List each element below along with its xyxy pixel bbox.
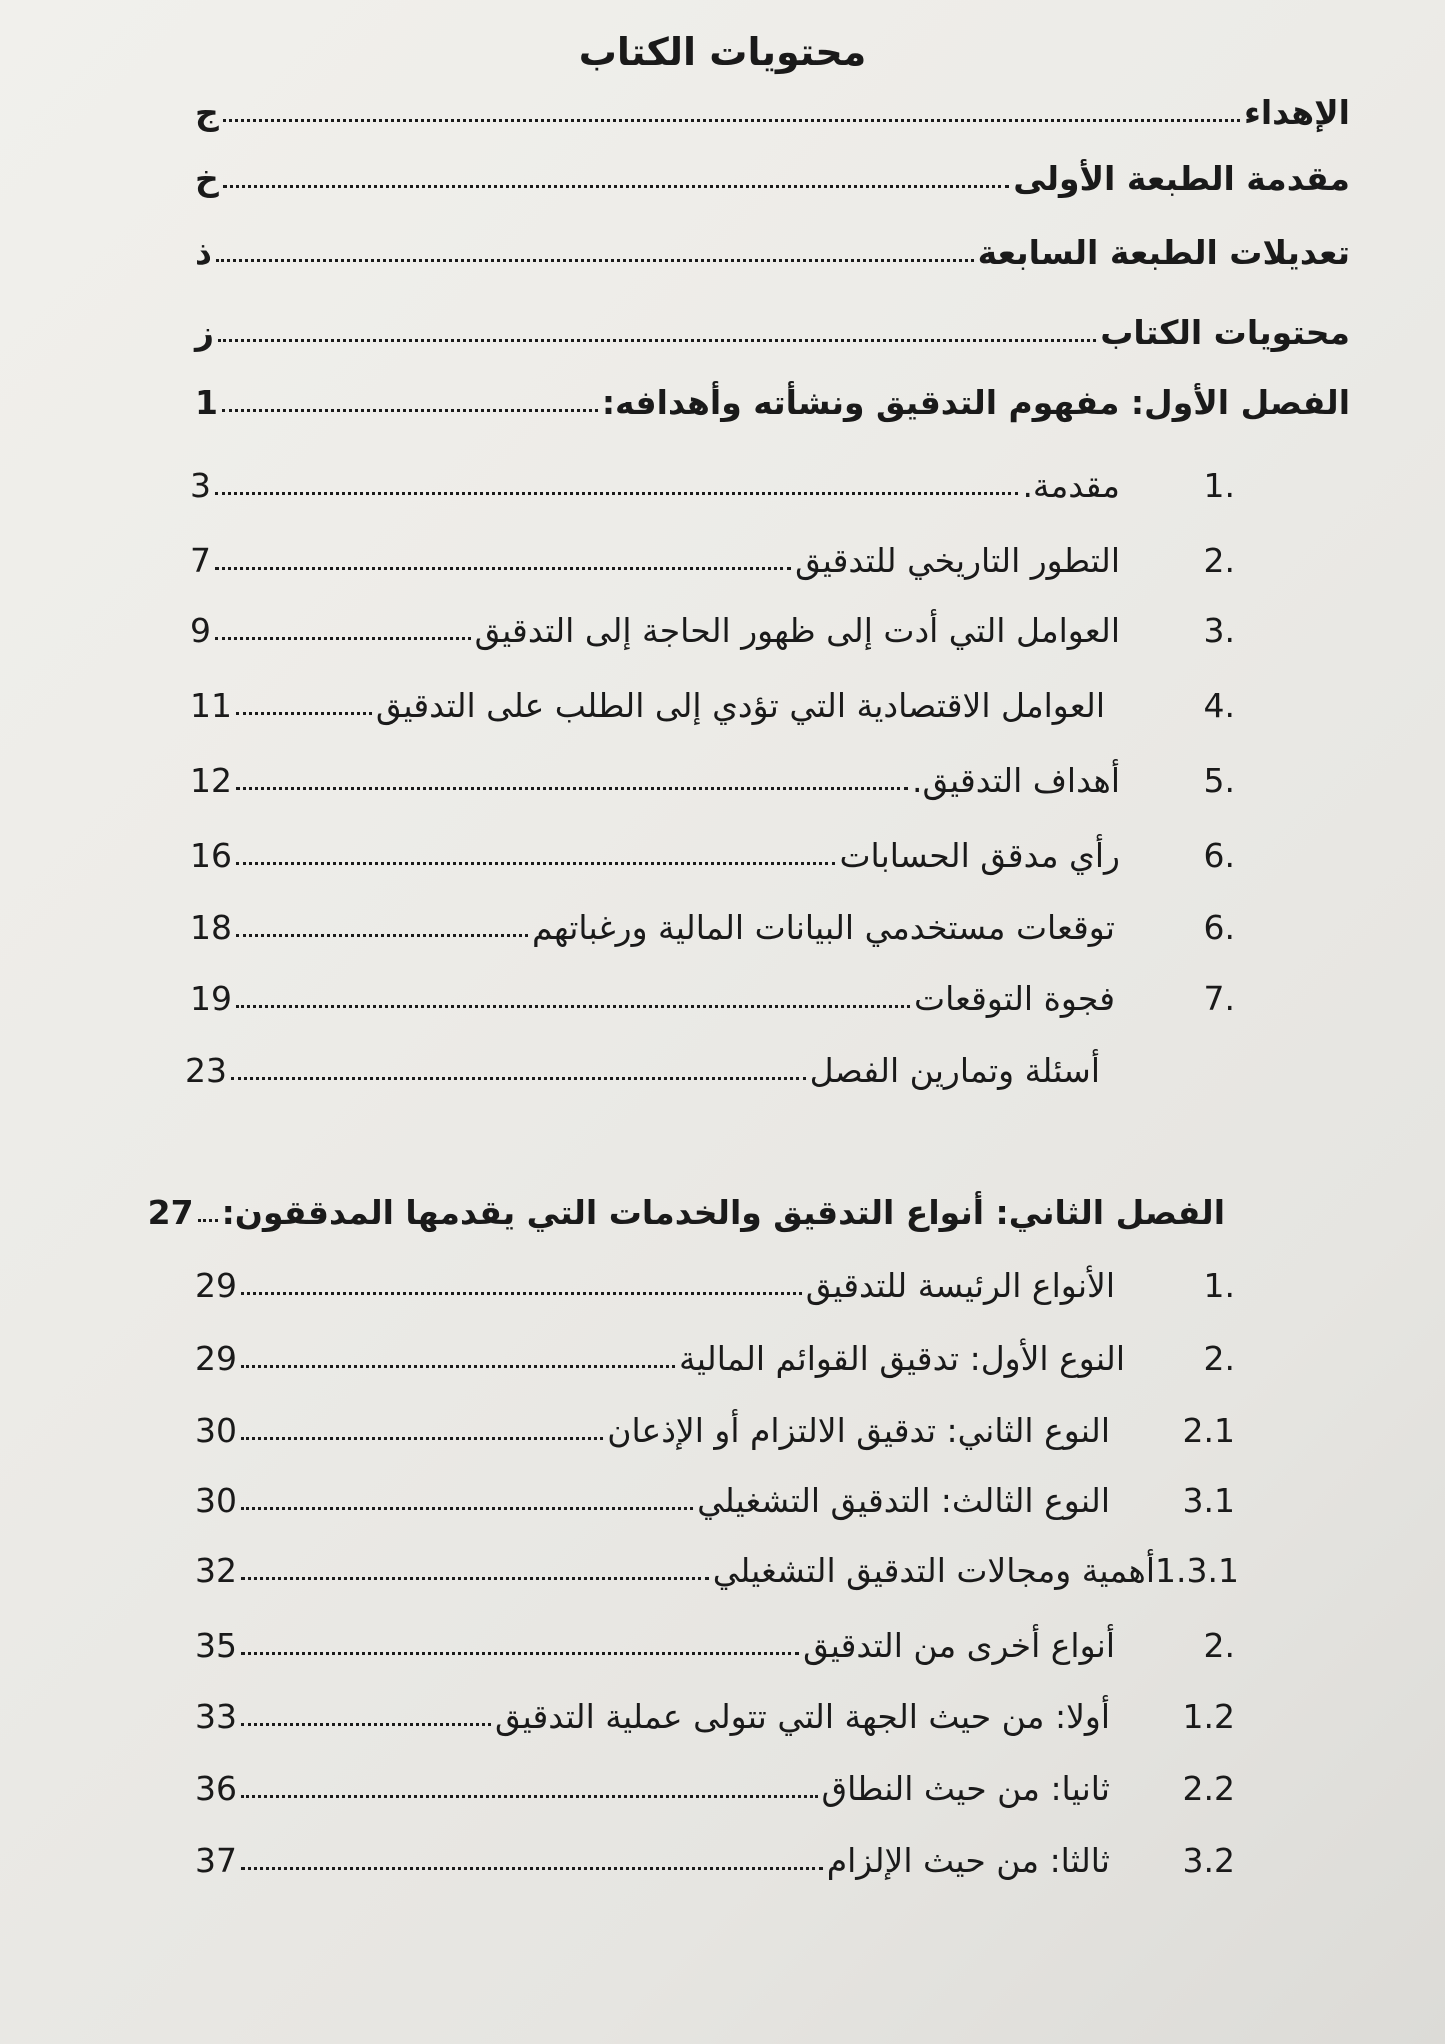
toc-entry-page: 16 — [190, 836, 232, 875]
chapter-heading — [195, 362, 1350, 422]
toc-entry-title: أنواع أخرى من التدقيق — [803, 1626, 1115, 1665]
toc-entry — [195, 138, 1350, 198]
toc-entry-number: 2. — [1203, 541, 1235, 580]
toc-entry-number: 3.2 — [1182, 1841, 1235, 1880]
dot-leader — [236, 712, 372, 715]
toc-entry — [195, 1820, 1235, 1880]
dot-leader — [241, 1292, 802, 1295]
toc-entry-page: 9 — [190, 611, 211, 650]
toc-entry-page: ز — [195, 313, 214, 352]
toc-entry-title: التطور التاريخي للتدقيق — [795, 541, 1120, 580]
toc-entry-title: أهمية ومجالات التدقيق التشغيلي — [712, 1551, 1155, 1590]
toc-entry-number: 4. — [1203, 686, 1235, 725]
toc-entry-title: النوع الثاني: تدقيق الالتزام أو الإذعان — [607, 1411, 1110, 1450]
toc-entry-title: محتويات الكتاب — [1100, 313, 1350, 352]
toc-entry-title: أسئلة وتمارين الفصل — [809, 1051, 1100, 1090]
toc-entry-title: توقعات مستخدمي البيانات المالية ورغباتهم — [532, 908, 1115, 947]
toc-entry-page: ج — [195, 93, 219, 132]
toc-entry-title: فجوة التوقعات — [914, 979, 1115, 1018]
toc-entry-page: 12 — [190, 761, 232, 800]
toc-entry-page: 11 — [190, 686, 232, 725]
toc-entry — [190, 445, 1235, 505]
toc-entry-page: 33 — [195, 1697, 237, 1736]
dot-leader — [241, 1723, 491, 1726]
toc-entry — [195, 1245, 1235, 1305]
toc-entry-page: 23 — [185, 1051, 227, 1090]
toc-entry-page: 30 — [195, 1411, 237, 1450]
toc-entry — [195, 1605, 1235, 1665]
toc-entry — [190, 740, 1235, 800]
toc-entry — [195, 1530, 1239, 1590]
toc-entry-page: 27 — [147, 1193, 194, 1232]
toc-entry-page: 36 — [195, 1769, 237, 1808]
dot-leader — [241, 1507, 693, 1510]
toc-entry — [190, 887, 1235, 947]
toc-entry-page: 7 — [190, 541, 211, 580]
toc-entry-title: ثالثا: من حيث الإلزام — [826, 1841, 1110, 1880]
toc-entry — [195, 1390, 1235, 1450]
toc-entry-title: مقدمة. — [1022, 466, 1120, 505]
toc-entry-page: 35 — [195, 1626, 237, 1665]
toc-entry-title: العوامل التي أدت إلى ظهور الحاجة إلى التدقيق — [474, 611, 1120, 650]
page-title: محتويات الكتاب — [578, 30, 867, 74]
toc-entry-title: أهداف التدقيق. — [911, 761, 1120, 800]
toc-entry-number: 6. — [1203, 908, 1235, 947]
toc-entry-page: 29 — [195, 1339, 237, 1378]
toc-entry-number: 1.3.1 — [1155, 1551, 1239, 1590]
toc-entry — [195, 1676, 1235, 1736]
toc-entry-number: 3.1 — [1182, 1481, 1235, 1520]
toc-entry-number: 2. — [1203, 1626, 1235, 1665]
toc-entry-title: الأنواع الرئيسة للتدقيق — [805, 1266, 1115, 1305]
chapter-heading — [147, 1172, 1225, 1232]
toc-entry-title: تعديلات الطبعة السابعة — [977, 233, 1350, 272]
toc-entry-number: 1. — [1203, 1266, 1235, 1305]
toc-entry — [185, 1030, 1235, 1090]
dot-leader — [241, 1652, 799, 1655]
toc-entry — [190, 815, 1235, 875]
toc-entry-page: خ — [195, 159, 219, 198]
dot-leader — [198, 1219, 218, 1222]
toc-entry-number: 1.2 — [1182, 1697, 1235, 1736]
dot-leader — [216, 259, 974, 262]
dot-leader — [231, 1077, 806, 1080]
dot-leader — [215, 492, 1018, 495]
toc-entry-number: 5. — [1203, 761, 1235, 800]
dot-leader — [236, 1005, 910, 1008]
dot-leader — [223, 119, 1240, 122]
toc-entry-title: مقدمة الطبعة الأولى — [1013, 159, 1350, 198]
toc-entry — [195, 1460, 1235, 1520]
toc-entry-page: 37 — [195, 1841, 237, 1880]
toc-entry-number: 2. — [1203, 1339, 1235, 1378]
toc-entry-number: 1. — [1203, 466, 1235, 505]
toc-entry-page: 29 — [195, 1266, 237, 1305]
toc-entry-number: 2.2 — [1182, 1769, 1235, 1808]
toc-entry-page: ذ — [195, 233, 212, 272]
toc-entry — [195, 292, 1350, 352]
dot-leader — [218, 339, 1096, 342]
toc-entry-page: 18 — [190, 908, 232, 947]
toc-entry-page: 30 — [195, 1481, 237, 1520]
toc-entry — [195, 1748, 1235, 1808]
toc-entry-page: 1 — [195, 383, 218, 422]
dot-leader — [222, 409, 598, 412]
toc-entry-page: 19 — [190, 979, 232, 1018]
dot-leader — [241, 1867, 823, 1870]
toc-entry-title: الإهداء — [1243, 93, 1350, 132]
dot-leader — [241, 1365, 675, 1368]
dot-leader — [236, 934, 528, 937]
toc-entry-title: العوامل الاقتصادية التي تؤدي إلى الطلب على التدقيق — [375, 686, 1105, 725]
dot-leader — [241, 1795, 818, 1798]
dot-leader — [236, 862, 835, 865]
toc-entry-number: 2.1 — [1182, 1411, 1235, 1450]
toc-entry-number: 3. — [1203, 611, 1235, 650]
dot-leader — [215, 567, 791, 570]
toc-entry — [195, 212, 1350, 272]
toc-entry-title: النوع الثالث: التدقيق التشغيلي — [697, 1481, 1110, 1520]
toc-entry-title: الفصل الأول: مفهوم التدقيق ونشأته وأهدافه: — [601, 383, 1350, 422]
toc-entry-title: أولا: من حيث الجهة التي تتولى عملية التدقيق — [495, 1697, 1110, 1736]
toc-entry — [190, 958, 1235, 1018]
toc-entry-page: 3 — [190, 466, 211, 505]
toc-entry — [190, 520, 1235, 580]
toc-entry-title: الفصل الثاني: أنواع التدقيق والخدمات التي يقدمها المدققون: — [221, 1193, 1225, 1232]
toc-entry — [190, 590, 1235, 650]
toc-entry-number: 6. — [1203, 836, 1235, 875]
toc-entry — [195, 72, 1350, 132]
toc-entry-title: ثانيا: من حيث النطاق — [821, 1769, 1110, 1808]
toc-entry-number: 7. — [1203, 979, 1235, 1018]
toc-entry — [195, 1318, 1235, 1378]
toc-entry — [190, 665, 1235, 725]
toc-entry-title: النوع الأول: تدقيق القوائم المالية — [679, 1339, 1125, 1378]
toc-entry-page: 32 — [195, 1551, 237, 1590]
dot-leader — [223, 185, 1009, 188]
dot-leader — [215, 637, 471, 640]
dot-leader — [236, 787, 908, 790]
dot-leader — [241, 1577, 709, 1580]
toc-entry-title: رأي مدقق الحسابات — [839, 836, 1120, 875]
dot-leader — [241, 1437, 603, 1440]
